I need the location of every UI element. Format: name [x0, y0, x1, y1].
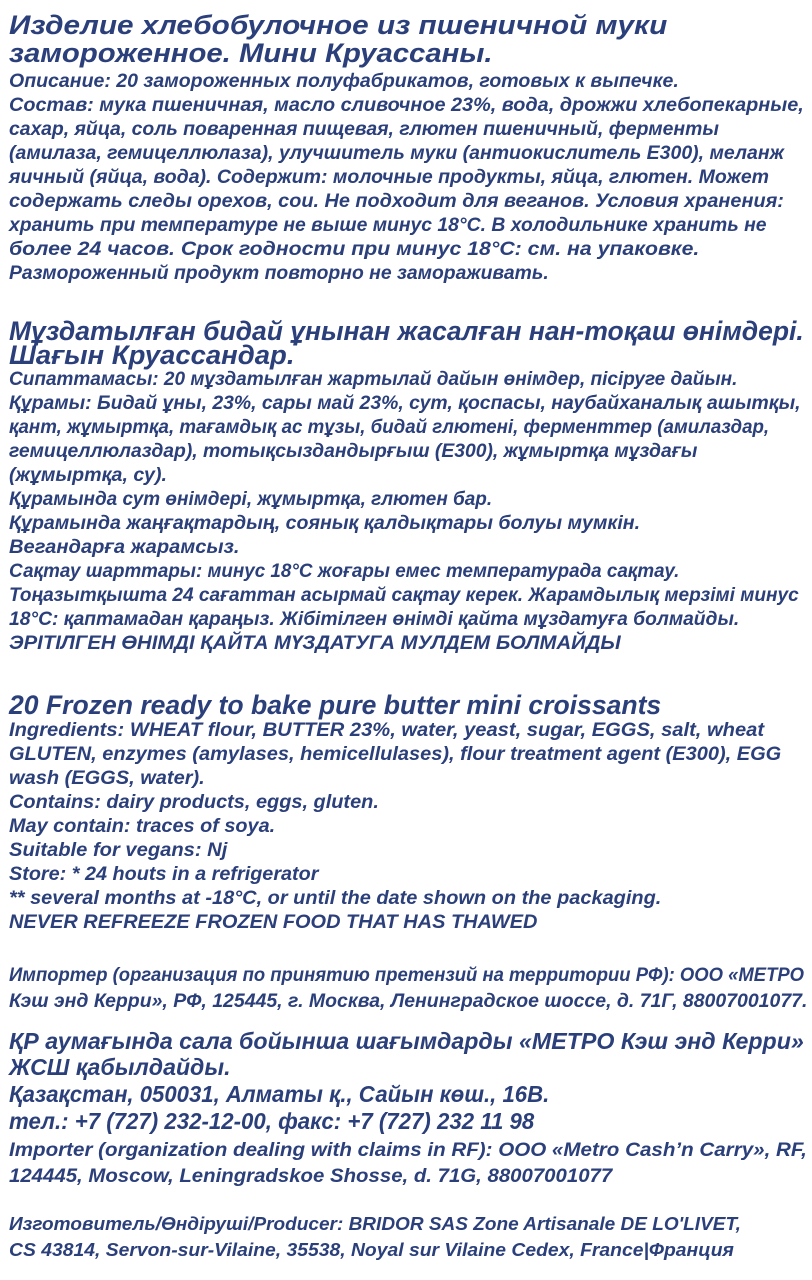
kz-body-line: Құрамы: Бидай ұны, 23%, сары май 23%, сут, қоспасы, наубайханалық ашытқы,	[9, 392, 801, 414]
kz-body-line: (жұмыртқа, су).	[9, 464, 167, 486]
kz-body-line: Вегандарға жарамсыз.	[9, 536, 240, 558]
importer-kz-line: тел.: +7 (727) 232-12-00, факс: +7 (727) 232 11 98	[9, 1108, 535, 1134]
kz-body-line: ЭРІТІЛГЕН ӨНІМДІ ҚАЙТА МҮЗДАТУГА МУЛДЕМ БОЛМАЙДЫ	[9, 632, 621, 654]
ru-title-line: замороженное. Мини Круассаны.	[9, 38, 493, 68]
ru-body-line: Размороженный продукт повторно не замораживать.	[9, 262, 549, 284]
kz-body-line: гемицеллюлаздар), тотықсыздандырғыш (Е300), жұмыртқа мұздағы	[9, 440, 698, 462]
en-body-line: Suitable for vegans: Nj	[9, 839, 228, 861]
kz-body-line: Тоңазытқышта 24 сағаттан асырмай сақтау керек. Жарамдылық мерзімі минус	[9, 584, 799, 606]
ru-body-line: сахар, яйца, соль поваренная пищевая, глютен пшеничный, ферменты	[9, 118, 719, 140]
importer-en-line: 124445, Moscow, Leningradskoe Shosse, d. 71G, 88007001077	[9, 1166, 613, 1187]
kz-body-line: Құрамында сут өнімдері, жұмыртқа, глютен бар.	[9, 488, 493, 510]
importer-kz-line: ҚР аумағында сала бойынша шағымдарды «МЕТРО Кэш энд Керри»	[9, 1028, 804, 1054]
ru-body-line: Состав: мука пшеничная, масло сливочное 23%, вода, дрожжи хлебопекарные,	[9, 94, 804, 116]
ru-body-line: яичный (яйца, вода). Содержит: молочные продукты, яйца, глютен. Может	[9, 166, 770, 188]
ru-body-line: (амилаза, гемицеллюлаза), улучшитель муки (антиокислитель Е300), меланж	[9, 142, 784, 164]
kz-body-line: қант, жұмыртқа, тағамдық ас тұзы, бидай глютені, ферменттер (амилаздар,	[9, 416, 770, 438]
en-body-line: wash (EGGS, water).	[9, 767, 205, 789]
kz-body-line: Сақтау шарттары: минус 18°С жоғары емес температурада сақтау.	[9, 560, 680, 582]
kz-title-line: Мұздатылған бидай ұнынан жасалған нан-тоқаш өнімдері.	[9, 316, 804, 346]
en-body-line: Contains: dairy products, eggs, gluten.	[9, 791, 379, 813]
kz-body-line: Құрамында жаңғақтардың, соянық қалдықтары болуы мумкін.	[9, 512, 641, 534]
importer-ru-line: Кэш энд Керри», РФ, 125445, г. Москва, Ленинградское шоссе, д. 71Г, 88007001077.	[9, 991, 808, 1012]
importer-kz-line: Қазақстан, 050031, Алматы қ., Сайын көш., 16В.	[9, 1081, 550, 1107]
kz-body-line: 18°С: қаптамадан қараңыз. Жібітілген өнімді қайта мұздатуға болмайды.	[9, 608, 740, 630]
importer-kz-line: ЖСШ қабылдайды.	[9, 1054, 231, 1080]
producer-line: Изготовитель/Өндіруші/Producer: BRIDOR SAS Zone Artisanale DE LO'LIVET,	[9, 1213, 741, 1234]
en-body-line: Ingredients: WHEAT flour, BUTTER 23%, water, yeast, sugar, EGGS, salt, wheat	[9, 719, 765, 741]
kz-title-line: Шағын Круассандар.	[9, 340, 295, 370]
ru-body-line: содержать следы орехов, сои. Не подходит для веганов. Условия хранения:	[9, 190, 784, 212]
importer-en-line: Importer (organization dealing with claims in RF): OOO «Metro Cash’n Carry», RF,	[9, 1140, 807, 1161]
en-body-line: Store: * 24 houts in a refrigerator	[9, 863, 319, 885]
en-body-line: ** several months at -18°C, or until the date shown on the packaging.	[9, 887, 662, 909]
importer-ru-line: Импортер (организация по принятию претензий на территории РФ): ООО «МЕТРО	[9, 965, 805, 986]
en-body-line: May contain: traces of soya.	[9, 815, 276, 837]
ru-title-line: Изделие хлебобулочное из пшеничной муки	[9, 10, 668, 40]
en-body-line: NEVER REFREEZE FROZEN FOOD THAT HAS THAWED	[9, 911, 538, 933]
kz-body-line: Сипаттамасы: 20 мұздатылған жартылай дайын өнімдер, пісіруге дайын.	[9, 368, 738, 390]
ru-body-line: хранить при температуре не выше минус 18°С. В холодильнике хранить не	[9, 214, 767, 236]
producer-line: CS 43814, Servon-sur-Vilaine, 35538, Noyal sur Vilaine Cedex, France|Франция	[9, 1239, 734, 1260]
ru-body-line: более 24 часов. Срок годности при минус 18°С: см. на упаковке.	[9, 238, 700, 260]
en-title: 20 Frozen ready to bake pure butter mini croissants	[9, 690, 662, 720]
ru-body-line: Описание: 20 замороженных полуфабрикатов, готовых к выпечке.	[9, 70, 679, 92]
en-body-line: GLUTEN, enzymes (amylases, hemicellulases), flour treatment agent (E300), EGG	[9, 743, 782, 765]
